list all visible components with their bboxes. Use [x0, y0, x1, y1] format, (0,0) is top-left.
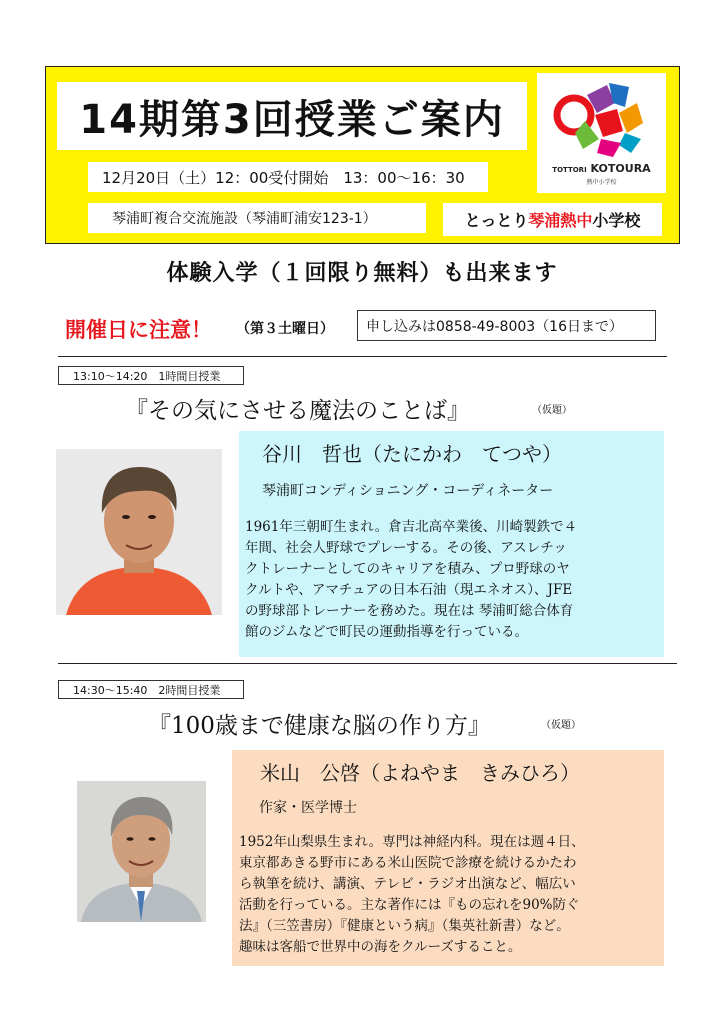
lecture-tentative-2: （仮題）	[541, 720, 581, 731]
speaker-portrait-1-icon	[56, 449, 222, 615]
speaker-role-1: 琴浦町コンディショニング・コーディネーター	[262, 483, 554, 499]
bio-line: 法』（三笠書房）『健康という病』（集英社新書）など。	[239, 918, 570, 934]
bio-line: 1961年三朝町生まれ。倉吉北高卒業後、川崎製鉄で４	[245, 519, 578, 535]
lecture-title-1: 『その気にさせる魔法のことば』	[125, 398, 470, 424]
section-divider	[58, 663, 677, 664]
logo-subtext: 熱中小学校	[586, 179, 617, 186]
speaker-name-2: 米山 公啓（よねやま きみひろ）	[260, 761, 580, 785]
bio-line: クトレーナーとしてのキャリアを積み、プロ野球のヤ	[245, 561, 570, 577]
lecture-title-2: 『100歳まで健康な脳の作り方』	[148, 713, 491, 739]
period-tag-2: 14:30～15:40 2時間目授業	[58, 680, 244, 699]
logo-prefix: TOTTORI	[552, 166, 587, 174]
section-divider	[58, 356, 667, 357]
date-notice: 開催日に注意！	[65, 318, 212, 342]
speaker-role-2: 作家・医学博士	[259, 800, 357, 816]
event-venue: 琴浦町複合交流施設（琴浦町浦安123-1）	[88, 203, 426, 233]
logo-mark-icon	[537, 73, 666, 193]
school-name-part-a: とっとり	[464, 211, 529, 230]
date-notice-detail: （第３土曜日）	[236, 321, 334, 337]
lecture-tentative-1: （仮題）	[532, 405, 572, 416]
speaker-bio-1	[245, 517, 660, 643]
period-tag-1: 13:10～14:20 1時間目授業	[58, 366, 244, 385]
speaker-portrait-2-icon	[77, 781, 206, 922]
trial-enrollment-note: 体験入学（１回限り無料）も出来ます	[166, 261, 558, 286]
school-name-part-c: 小学校	[592, 211, 641, 230]
speaker-bio-2	[239, 832, 664, 958]
application-contact: 申し込みは0858-49-8003（16日まで）	[357, 310, 656, 341]
bio-line: 活動を行っている。主な著作には『もの忘れを90%防ぐ	[239, 897, 580, 913]
school-name-part-b: 琴浦熱中	[528, 211, 593, 230]
school-name	[443, 203, 662, 236]
event-datetime: 12月20日（土）12：00受付開始 13：00～16：30	[88, 162, 488, 192]
bio-line: 趣味は客船で世界中の海をクルーズすること。	[239, 939, 522, 955]
logo-wordmark	[537, 162, 666, 175]
bio-line: 東京都あきる野市にある米山医院で診療を続けるかたわ	[239, 855, 577, 871]
school-logo	[537, 73, 666, 193]
page-title: 14期第3回授業ご案内	[79, 96, 505, 143]
logo-main: KOTOURA	[590, 162, 651, 175]
bio-line: クルトや、アマチュアの日本石油（現エネオス）、JFE	[245, 582, 573, 598]
bio-line: 1952年山梨県生まれ。専門は神経内科。現在は週４日、	[239, 834, 585, 850]
bio-line: の野球部トレーナーを務めた。現在は 琴浦町総合体育	[245, 603, 574, 619]
speaker-photo-2	[77, 781, 206, 922]
speaker-photo-1	[56, 449, 222, 615]
bio-line: ら執筆を続け、講演、テレビ・ラジオ出演など、幅広い	[239, 876, 576, 892]
speaker-name-1: 谷川 哲也（たにかわ てつや）	[262, 442, 562, 466]
bio-line: 館のジムなどで町民の運動指導を行っている。	[245, 624, 528, 640]
bio-line: 年間、社会人野球でプレーする。その後、アスレチッ	[245, 540, 567, 556]
